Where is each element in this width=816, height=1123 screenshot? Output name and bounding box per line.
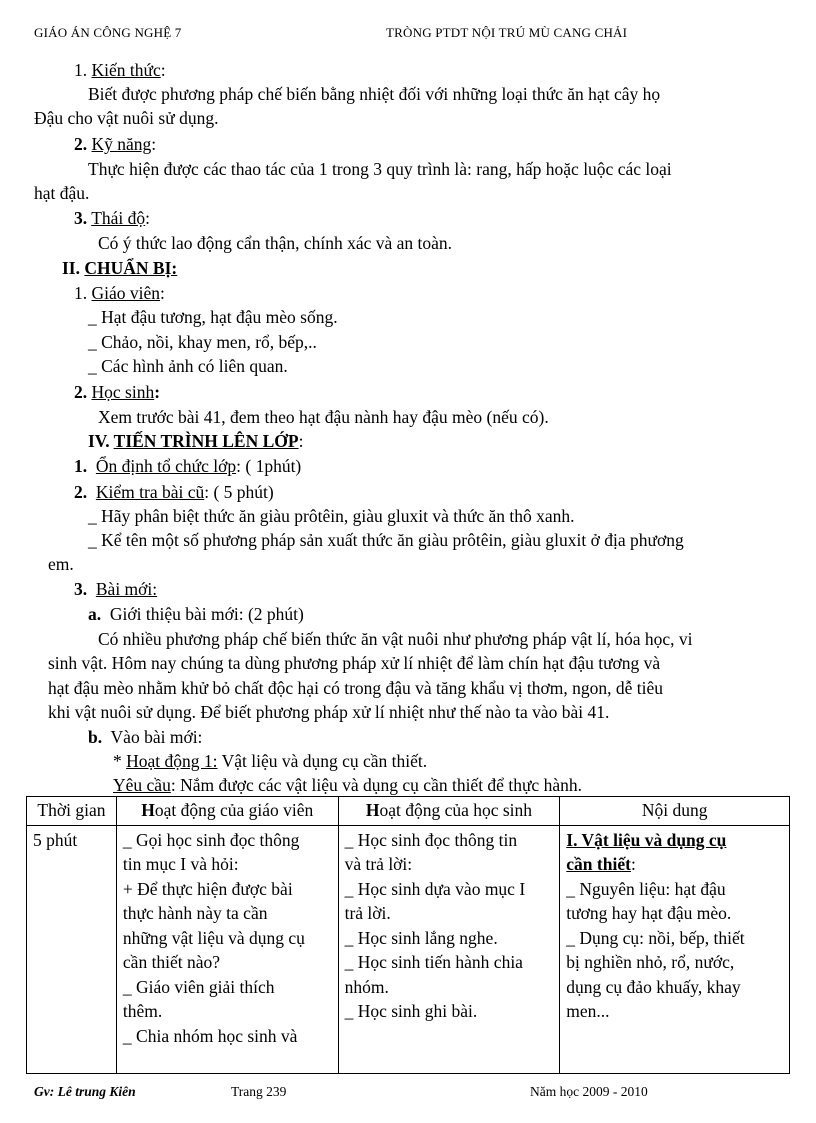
teacher-activity-line: những vật liệu và dụng cụ	[122, 927, 305, 948]
content-line: men...	[566, 1001, 610, 1021]
footer-author: Gv: Lê trung Kiên	[34, 1084, 136, 1099]
teacher-activity-line: tin mục I và hỏi:	[122, 854, 239, 874]
cell-time: 5 phút	[27, 825, 117, 1073]
footer-page-number: Trang 239	[231, 1084, 287, 1099]
activity-table	[26, 796, 790, 1074]
teacher-activity-line: _ Giáo viên giải thích	[122, 976, 275, 997]
table-header-row	[27, 797, 790, 826]
student-prep-line: Xem trước bài 41, đem theo hạt đậu nành hay đậu mèo (nếu có).	[98, 407, 549, 427]
teacher-activity-line: _ Chia nhóm học sinh và	[122, 1025, 298, 1046]
review-question-2-cont: em.	[48, 554, 74, 574]
review-question-2: _ Kể tên một số phương pháp sản xuất thức ăn giàu prôtêin, giàu gluxit ở địa phương	[88, 530, 684, 550]
preparation-heading: II. CHUẨN BỊ:	[62, 258, 178, 278]
header-teacher-activity: Hoạt động của giáo viên	[116, 797, 338, 826]
activity-1-heading: * Hoạt động 1: Vật liệu và dụng cụ cần thiết.	[113, 751, 428, 771]
student-activity-line: trả lời.	[344, 903, 391, 923]
footer-school-year: Năm học 2009 - 2010	[530, 1084, 648, 1099]
student-activity-line: _ Học sinh dựa vào mục I	[344, 878, 526, 899]
new-lesson-heading: b. Vào bài mới:	[88, 727, 203, 747]
review-question-1: _ Hãy phân biệt thức ăn giàu prôtêin, giàu gluxit và thức ăn thô xanh.	[88, 506, 575, 526]
cell-teacher-activity	[116, 825, 338, 1073]
content-title-cont: cần thiết:	[566, 854, 636, 874]
student-activity-line: _ Học sinh lắng nghe.	[344, 927, 498, 948]
step-1: 1. Ổn định tổ chức lớp: ( 1phút)	[74, 456, 302, 476]
cell-student-activity	[338, 825, 560, 1073]
teacher-heading: 1. Giáo viên:	[74, 283, 165, 303]
student-activity-line: _ Học sinh ghi bài.	[344, 1001, 478, 1021]
teacher-activity-line: thêm.	[122, 1001, 163, 1021]
header-school: TRÒNG PTDT NỘI TRÚ MÙ CANG CHẢI	[386, 25, 628, 40]
teacher-activity-line: cần thiết nào?	[122, 952, 221, 972]
step-3: 3. Bài mới:	[74, 579, 158, 599]
step-2: 2. Kiểm tra bài cũ: ( 5 phút)	[74, 482, 274, 502]
intro-line-3: hạt đậu mèo nhằm khử bỏ chất độc hại có trong đậu và tăng khẩu vị thơm, ngon, dễ tiêu	[48, 678, 664, 698]
content-line: tương hay hạt đậu mèo.	[566, 903, 732, 923]
teacher-activity-line: _ Gọi học sinh đọc thông	[122, 829, 300, 850]
teacher-activity-line: thực hành này ta cần	[122, 903, 268, 923]
cell-content	[560, 825, 790, 1073]
knowledge-line-2: Đậu cho vật nuôi sử dụng.	[34, 108, 219, 128]
attitude-line-1: Có ý thức lao động cẩn thận, chính xác và an toàn.	[98, 233, 453, 253]
content-title: I. Vật liệu và dụng cụ	[566, 829, 727, 850]
header-subject: GIÁO ÁN CÔNG NGHỆ 7	[34, 25, 182, 40]
requirement-line: Yêu cầu: Nắm được các vật liệu và dụng cụ cần thiết để thực hành.	[113, 775, 582, 795]
teacher-item-2: _ Chảo, nồi, khay men, rổ, bếp,..	[88, 332, 317, 352]
header-student-activity: Hoạt động của học sinh	[338, 797, 560, 826]
skills-heading: 2. Kỹ năng:	[74, 134, 157, 154]
teacher-item-1: _ Hạt đậu tương, hạt đậu mèo sống.	[88, 307, 338, 327]
content-line: dụng cụ đảo khuấy, khay	[566, 976, 741, 997]
student-activity-line: _ Học sinh đọc thông tin	[344, 829, 518, 850]
content-line: _ Nguyên liệu: hạt đậu	[566, 878, 726, 899]
content-line: _ Dụng cụ: nồi, bếp, thiết	[566, 927, 745, 948]
knowledge-heading: 1. Kiến thức:	[74, 60, 166, 80]
attitude-heading: 3. Thái độ:	[74, 208, 151, 228]
intro-heading: a. Giới thiệu bài mới: (2 phút)	[88, 604, 304, 624]
table-row	[27, 825, 790, 1073]
intro-line-1: Có nhiều phương pháp chế biến thức ăn vật nuôi như phương pháp vật lí, hóa học, vi	[98, 629, 693, 649]
student-activity-line: và trả lời:	[344, 854, 413, 874]
student-activity-line: nhóm.	[344, 976, 389, 997]
header-time: Thời gian	[27, 797, 117, 826]
intro-line-2: sinh vật. Hôm nay chúng ta dùng phương pháp xử lí nhiệt để làm chín hạt đậu tương và	[48, 653, 661, 673]
content-line: bị nghiền nhỏ, rổ, nước,	[566, 952, 735, 972]
intro-line-4: khi vật nuôi sử dụng. Để biết phương pháp xử lí nhiệt như thế nào ta vào bài 41.	[48, 702, 610, 722]
skills-line-1: Thực hiện được các thao tác của 1 trong 3 quy trình là: rang, hấp hoặc luộc các loại	[88, 159, 672, 179]
teacher-item-3: _ Các hình ảnh có liên quan.	[88, 356, 288, 376]
teacher-activity-line: + Để thực hiện được bài	[122, 878, 293, 899]
process-heading: IV. TIẾN TRÌNH LÊN LỚP:	[88, 431, 304, 451]
student-prep-heading: 2. Học sinh:	[74, 382, 161, 402]
skills-line-2: hạt đậu.	[34, 183, 90, 203]
knowledge-line-1: Biết được phương pháp chế biến bằng nhiệt đối với những loại thức ăn hạt cây họ	[88, 84, 661, 104]
header-content: Nội dung	[560, 797, 790, 826]
student-activity-line: _ Học sinh tiến hành chia	[344, 952, 523, 972]
